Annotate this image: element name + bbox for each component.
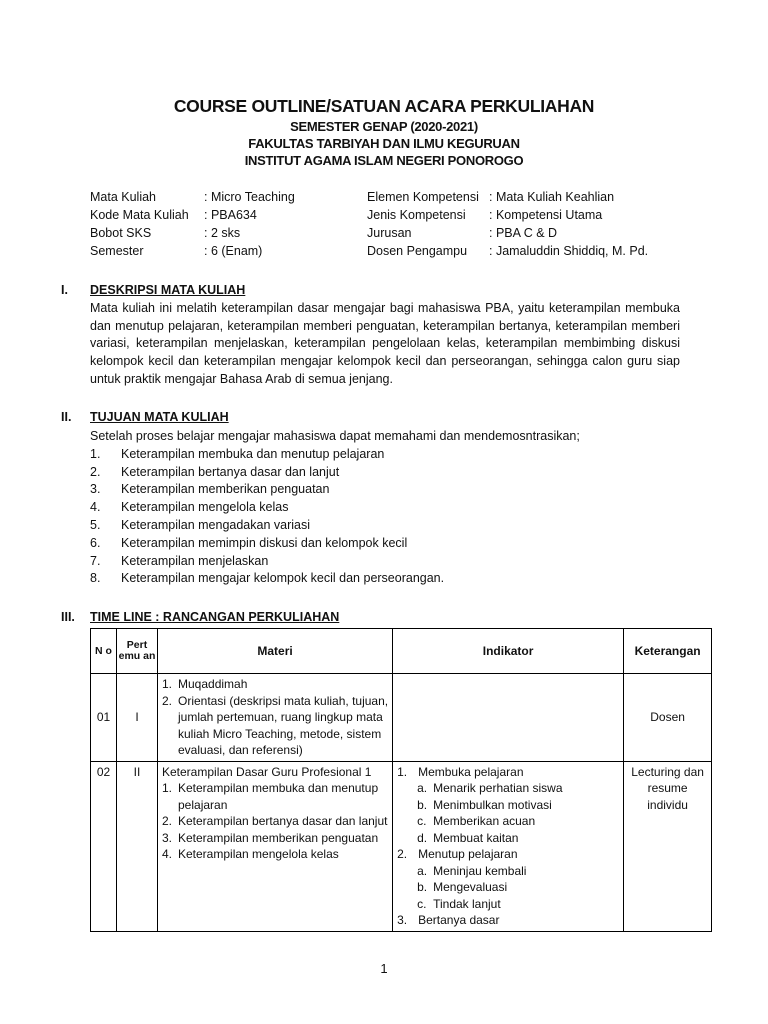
list-number: 3.: [90, 482, 101, 497]
item-text: Mengevaluasi: [433, 880, 508, 894]
item-number: 1.: [162, 677, 173, 691]
item-letter: c.: [417, 814, 427, 828]
page-number: 1: [380, 961, 388, 976]
item-text: evaluasi, dan referensi): [178, 743, 303, 757]
list-number: 2.: [90, 464, 101, 479]
meta-value: : PBA634: [204, 208, 257, 222]
meta-label: Kode Mata Kuliah: [90, 208, 189, 222]
list-item: [90, 464, 580, 482]
item-text: pelajaran: [178, 797, 228, 812]
meta-row: [90, 242, 295, 260]
list-item: [90, 517, 580, 535]
item-text: Bertanya dasar: [418, 913, 500, 927]
meta-row: [90, 206, 295, 224]
cell-materi: [158, 761, 393, 931]
item-text: Menutup pelajaran: [418, 847, 518, 861]
section-number: I.: [61, 283, 68, 297]
section-number: III.: [61, 610, 75, 624]
meta-value: : Mata Kuliah Keahlian: [489, 190, 615, 204]
table-header-row: [91, 629, 712, 674]
section-title-timeline: TIME LINE : RANCANGAN PERKULIAHAN: [90, 610, 340, 624]
col-header-materi: Materi: [158, 629, 393, 674]
item-text: Orientasi (deskripsi mata kuliah, tujuan,: [178, 693, 389, 708]
item-text: Memberikan acuan: [433, 814, 536, 828]
list-text: Keterampilan memberikan penguatan: [121, 482, 330, 497]
objectives-intro: Setelah proses belajar mengajar mahasiswa dapat memahami dan mendemosntrasikan;: [90, 429, 580, 443]
indikator-subitem: [397, 813, 619, 830]
list-text: Keterampilan memimpin diskusi dan kelompok kecil: [121, 535, 408, 550]
institute-heading: INSTITUT AGAMA ISLAM NEGERI PONOROGO: [244, 153, 524, 168]
list-text: Keterampilan membuka dan menutup pelajaran: [121, 446, 385, 461]
item-text: Meninjau kembali: [433, 863, 527, 878]
item-number: 2.: [162, 814, 173, 828]
list-item: [90, 499, 580, 517]
faculty-heading: FAKULTAS TARBIYAH DAN ILMU KEGURUAN: [248, 136, 520, 151]
item-text: jumlah pertemuan, ruang lingkup mata: [178, 710, 383, 724]
meta-row: [367, 242, 648, 260]
item-text: Membuka pelajaran: [418, 764, 524, 779]
item-letter: d.: [417, 830, 428, 845]
list-text: Keterampilan menjelaskan: [121, 553, 269, 568]
keterangan-line: Lecturing dan: [631, 764, 704, 779]
meta-label: Mata Kuliah: [90, 190, 157, 204]
meta-row: [367, 224, 648, 242]
course-meta-left: [90, 188, 295, 260]
meta-value: : 6 (Enam): [204, 244, 263, 258]
list-text: Keterampilan mengelola kelas: [121, 500, 289, 515]
cell-no: 01: [91, 674, 117, 762]
list-item: [90, 535, 580, 553]
meta-value: : PBA C & D: [489, 226, 558, 240]
item-text: Keterampilan bertanya dasar dan lanjut: [178, 814, 388, 828]
item-text: Keterampilan membuka dan menutup: [178, 781, 379, 795]
item-number: 3.: [162, 830, 173, 845]
objectives-list: [90, 428, 580, 588]
item-letter: b.: [417, 797, 428, 812]
section-title-deskripsi: DESKRIPSI MATA KULIAH: [90, 283, 246, 297]
materi-item: [162, 830, 388, 847]
cell-indikator: [393, 674, 624, 762]
materi-title: Keterampilan Dasar Guru Profesional 1: [162, 764, 372, 779]
materi-item: [162, 676, 388, 693]
list-item: [90, 446, 580, 464]
list-number: 8.: [90, 571, 101, 586]
meta-label: Elemen Kompetensi: [367, 190, 479, 204]
cell-materi: [158, 674, 393, 762]
list-item: [90, 570, 580, 588]
meta-label: Jenis Kompetensi: [367, 208, 466, 222]
materi-item: [162, 813, 388, 830]
meta-row: [367, 188, 648, 206]
indikator-item: [397, 912, 619, 929]
meta-row: [90, 188, 295, 206]
materi-item: [162, 742, 388, 759]
section-number: II.: [61, 410, 72, 424]
item-text: Keterampilan mengelola kelas: [178, 847, 339, 861]
item-text: Keterampilan memberikan penguatan: [178, 830, 379, 845]
indikator-subitem: [397, 896, 619, 913]
item-letter: b.: [417, 880, 428, 894]
meta-label: Bobot SKS: [90, 226, 152, 240]
indikator-subitem: [397, 863, 619, 880]
list-text: Keterampilan mengadakan variasi: [121, 517, 310, 532]
item-letter: c.: [417, 896, 427, 911]
item-number: 1.: [162, 781, 173, 795]
meta-value: : Jamaluddin Shiddiq, M. Pd.: [489, 244, 649, 258]
item-text: Muqaddimah: [178, 677, 248, 691]
table-row: [91, 674, 712, 762]
section-description-text: Mata kuliah ini melatih keterampilan dasar mengajar bagi mahasiswa PBA, yaitu keterampilan membuka dan menutup pelajaran, keterampilan memberi penguatan, keterampilan bertanya, keterampilan memberi variasi, keterampilan menjelaskan, keterampilan pengelolaan kelas, keterampilan membimbing diskusi kelompok kecil dan keterampilan mengajar kelompok kecil dan perseorangan, sehingga calon guru siap untuk praktik mengajar Bahasa Arab di semua jenjang.: [90, 301, 680, 386]
materi-item: [162, 693, 388, 710]
meta-value: : 2 sks: [204, 226, 241, 240]
cell-indikator: [393, 761, 624, 931]
cell-keterangan: [624, 761, 712, 931]
item-text: Menimbulkan motivasi: [433, 797, 552, 812]
keterangan-line: resume: [647, 781, 688, 795]
cell-no: 02: [91, 761, 117, 931]
list-text: Keterampilan bertanya dasar dan lanjut: [121, 464, 340, 479]
list-number: 4.: [90, 500, 101, 515]
materi-item: [162, 709, 388, 726]
course-meta-right: [367, 188, 648, 260]
cell-pertemuan: II: [117, 761, 158, 931]
item-text: kuliah Micro Teaching, metode, sistem: [178, 726, 382, 741]
section-title-tujuan: TUJUAN MATA KULIAH: [90, 410, 229, 424]
item-text: Tindak lanjut: [433, 896, 501, 911]
indikator-item: [397, 846, 619, 863]
indikator-subitem: [397, 797, 619, 814]
materi-item: [162, 780, 388, 797]
item-text: Membuat kaitan: [433, 830, 519, 845]
list-number: 7.: [90, 553, 101, 568]
list-number: 5.: [90, 517, 101, 532]
cell-keterangan: Dosen: [624, 674, 712, 762]
item-number: 4.: [162, 847, 173, 861]
item-number: 2.: [162, 693, 173, 708]
list-number: 6.: [90, 535, 101, 550]
keterangan-line: individu: [647, 797, 688, 812]
meta-row: [90, 224, 295, 242]
semester-heading: SEMESTER GENAP (2020-2021): [290, 119, 478, 134]
list-item: [90, 481, 580, 499]
item-number: 1.: [397, 764, 408, 779]
item-letter: a.: [417, 863, 428, 878]
indikator-item: [397, 764, 619, 781]
materi-item: [162, 846, 388, 863]
meta-label: Semester: [90, 244, 144, 258]
meta-row: [367, 206, 648, 224]
indikator-subitem: [397, 879, 619, 896]
col-header-indikator: Indikator: [393, 629, 624, 674]
item-number: 3.: [397, 913, 408, 927]
list-text: Keterampilan mengajar kelompok kecil dan perseorangan.: [121, 571, 445, 586]
indikator-subitem: [397, 780, 619, 797]
meta-label: Dosen Pengampu: [367, 244, 468, 258]
item-text: Menarik perhatian siswa: [433, 781, 563, 795]
timeline-table: [90, 628, 712, 932]
cell-pertemuan: I: [117, 674, 158, 762]
list-number: 1.: [90, 446, 101, 461]
materi-item: [162, 797, 388, 814]
col-header-pertemuan: Pert emu an: [117, 629, 158, 674]
list-item: [90, 553, 580, 571]
col-header-keterangan: Keterangan: [624, 629, 712, 674]
col-header-no: N o: [91, 629, 117, 674]
table-row: [91, 761, 712, 931]
meta-label: Jurusan: [367, 226, 412, 240]
indikator-subitem: [397, 830, 619, 847]
item-number: 2.: [397, 847, 408, 861]
item-letter: a.: [417, 781, 428, 795]
document-title: COURSE OUTLINE/SATUAN ACARA PERKULIAHAN: [173, 96, 595, 116]
materi-item: [162, 726, 388, 743]
meta-value: : Micro Teaching: [204, 190, 295, 204]
meta-value: : Kompetensi Utama: [489, 208, 603, 222]
